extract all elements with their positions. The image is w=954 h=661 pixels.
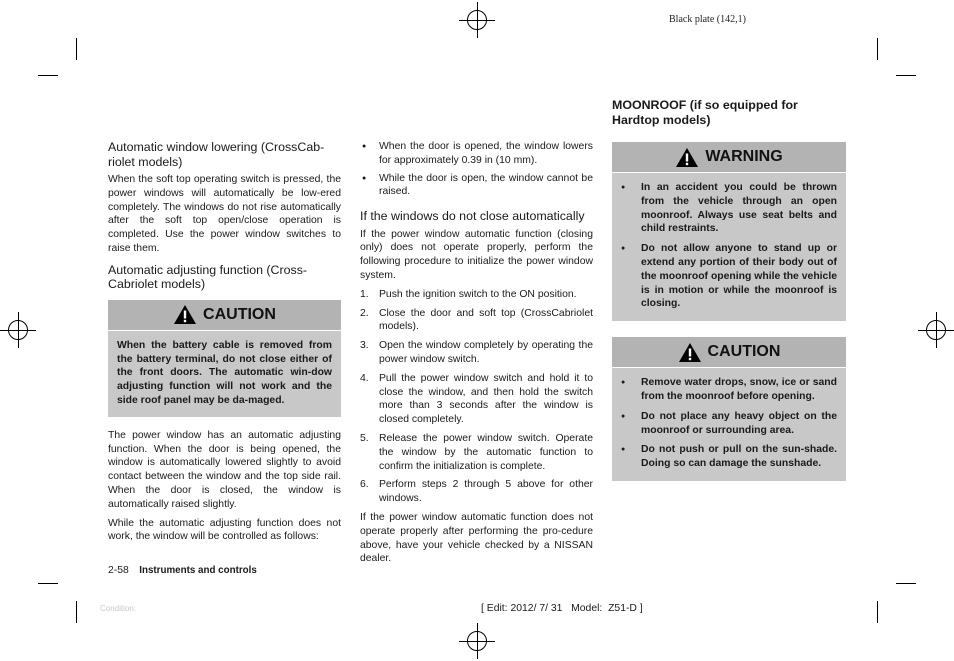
bullet-icon: ● bbox=[621, 446, 626, 454]
step-item bbox=[360, 288, 593, 302]
list-item-text: While the door is open, the window cannot be raised. bbox=[379, 172, 593, 198]
step-number: 5. bbox=[360, 433, 369, 445]
section-heading: If the windows do not close automatically bbox=[360, 209, 585, 224]
step-number: 6. bbox=[360, 479, 369, 491]
crop-mark bbox=[877, 38, 878, 60]
caution-header bbox=[612, 337, 846, 368]
section-heading: Automatic window lowering (CrossCab-riolet models) bbox=[108, 140, 325, 169]
list-item-text: Do not place any heavy object on the moonroof or surrounding area. bbox=[641, 410, 837, 436]
bullet-icon: ● bbox=[362, 174, 367, 182]
crop-mark bbox=[76, 38, 77, 60]
list-item-text: When the door is opened, the window lowers for approximately 0.39 in (10 mm). bbox=[379, 141, 593, 166]
caution-box bbox=[108, 300, 341, 417]
step-text: Close the door and soft top (CrossCabriolet models). bbox=[379, 307, 593, 333]
list-item-text: Do not push or pull on the sun-shade. Doing so can damage the sunshade. bbox=[641, 444, 837, 470]
bullet-icon: ● bbox=[621, 184, 626, 191]
step-text: Release the power window switch. Operate the window by the automatic function to confirm the initialization is complete. bbox=[379, 433, 593, 472]
crop-mark bbox=[76, 601, 77, 623]
crop-mark bbox=[38, 75, 58, 76]
section-name: Instruments and controls bbox=[139, 565, 257, 576]
paragraph: If the power window automatic function (closing only) does not operate properly, perform the following procedure to initialize the power window system. bbox=[360, 228, 593, 282]
left-column bbox=[108, 140, 341, 549]
list-item bbox=[360, 172, 593, 200]
bullet-icon: ● bbox=[362, 143, 367, 150]
step-text: Push the ignition switch to the ON position. bbox=[379, 288, 577, 300]
list-item-text: Remove water drops, snow, ice or sand from the moonroof before opening. bbox=[641, 377, 837, 402]
list-item bbox=[621, 242, 837, 311]
caution-title: CAUTION bbox=[203, 305, 276, 323]
caution-text: When the battery cable is removed from the battery terminal, do not close either of the front doors. The automatic win-dow adjusting function will not work and the side roof panel may be da-maged. bbox=[117, 339, 332, 406]
step-number: 1. bbox=[360, 288, 369, 300]
paragraph: While the automatic adjusting function does not work, the window will be controlled as follows: bbox=[108, 517, 341, 543]
warning-header bbox=[612, 142, 846, 173]
warning-triangle-icon bbox=[675, 147, 699, 168]
plate-label: Black plate (142,1) bbox=[669, 14, 746, 25]
page-footer bbox=[108, 560, 257, 578]
step-item bbox=[360, 478, 593, 506]
crop-mark bbox=[896, 583, 916, 584]
step-text: Pull the power window switch and hold it to close the window, and then hold the switch more than 3 seconds after the window is closed completely. bbox=[379, 372, 593, 426]
list-item bbox=[621, 410, 837, 438]
crop-mark bbox=[877, 601, 878, 623]
caution-header bbox=[108, 300, 341, 331]
section-heading: Automatic adjusting function (Cross-Cabriolet models) bbox=[108, 262, 308, 292]
step-number: 3. bbox=[360, 340, 369, 352]
crop-mark bbox=[896, 75, 916, 76]
middle-column bbox=[360, 140, 593, 571]
registration-mark-icon bbox=[459, 2, 495, 38]
right-column bbox=[612, 98, 846, 481]
list-item-text: In an accident you could be thrown from the vehicle through an open moonroof. Always use seat belts and child restraints. bbox=[641, 182, 837, 235]
caution-body bbox=[612, 368, 846, 481]
step-text: Open the window completely by operating the power window switch. bbox=[379, 340, 593, 366]
step-text: Perform steps 2 through 5 above for other windows. bbox=[379, 479, 593, 505]
step-number: 2. bbox=[360, 307, 369, 319]
bullet-icon: ● bbox=[621, 379, 626, 387]
paragraph: The power window has an automatic adjusting function. When the door is being opened, the window is automatically lowered slightly to avoid contact between the window and the top side rail. When the door is closed, the window is automatically raised slightly. bbox=[108, 429, 341, 510]
warning-box bbox=[612, 142, 846, 321]
registration-mark-icon bbox=[459, 623, 495, 659]
caution-box bbox=[612, 337, 846, 481]
warning-body bbox=[612, 173, 846, 321]
step-item bbox=[360, 372, 593, 427]
bullet-icon: ● bbox=[621, 245, 626, 253]
step-number: 4. bbox=[360, 372, 369, 384]
warning-triangle-icon bbox=[678, 342, 702, 363]
edit-info: [ Edit: 2012/ 7/ 31 Model: Z51-D ] bbox=[481, 603, 643, 614]
page-number: 2-58 bbox=[108, 565, 129, 576]
step-item bbox=[360, 432, 593, 473]
warning-title: WARNING bbox=[705, 148, 783, 166]
list-item bbox=[621, 376, 837, 404]
registration-mark-icon bbox=[0, 312, 36, 348]
list-item bbox=[621, 443, 837, 471]
paragraph: When the soft top operating switch is pressed, the power windows will automatically be low-ered completely. The windows do not rise automatically after the soft top open/close operation is completed. Use the power window switches to raise them. bbox=[108, 174, 341, 254]
crop-mark bbox=[38, 583, 58, 584]
bullet-icon: ● bbox=[621, 412, 626, 420]
section-heading: MOONROOF (if so equipped for Hardtop models) bbox=[612, 98, 798, 127]
paragraph: If the power window automatic function does not operate properly after performing the pro-cedure above, have your vehicle checked by a NISSAN dealer. bbox=[360, 512, 593, 565]
caution-title: CAUTION bbox=[707, 343, 781, 361]
condition-label: Condition: bbox=[100, 604, 137, 613]
list-item-text: Do not allow anyone to stand up or extend any portion of their body out of the moonroof opening while the vehicle is in motion or while the moonroof is closing. bbox=[641, 243, 837, 310]
registration-mark-icon bbox=[918, 312, 954, 348]
warning-triangle-icon bbox=[173, 304, 197, 325]
step-item bbox=[360, 307, 593, 335]
list-item bbox=[360, 140, 593, 168]
step-item bbox=[360, 339, 593, 367]
list-item bbox=[621, 181, 837, 236]
